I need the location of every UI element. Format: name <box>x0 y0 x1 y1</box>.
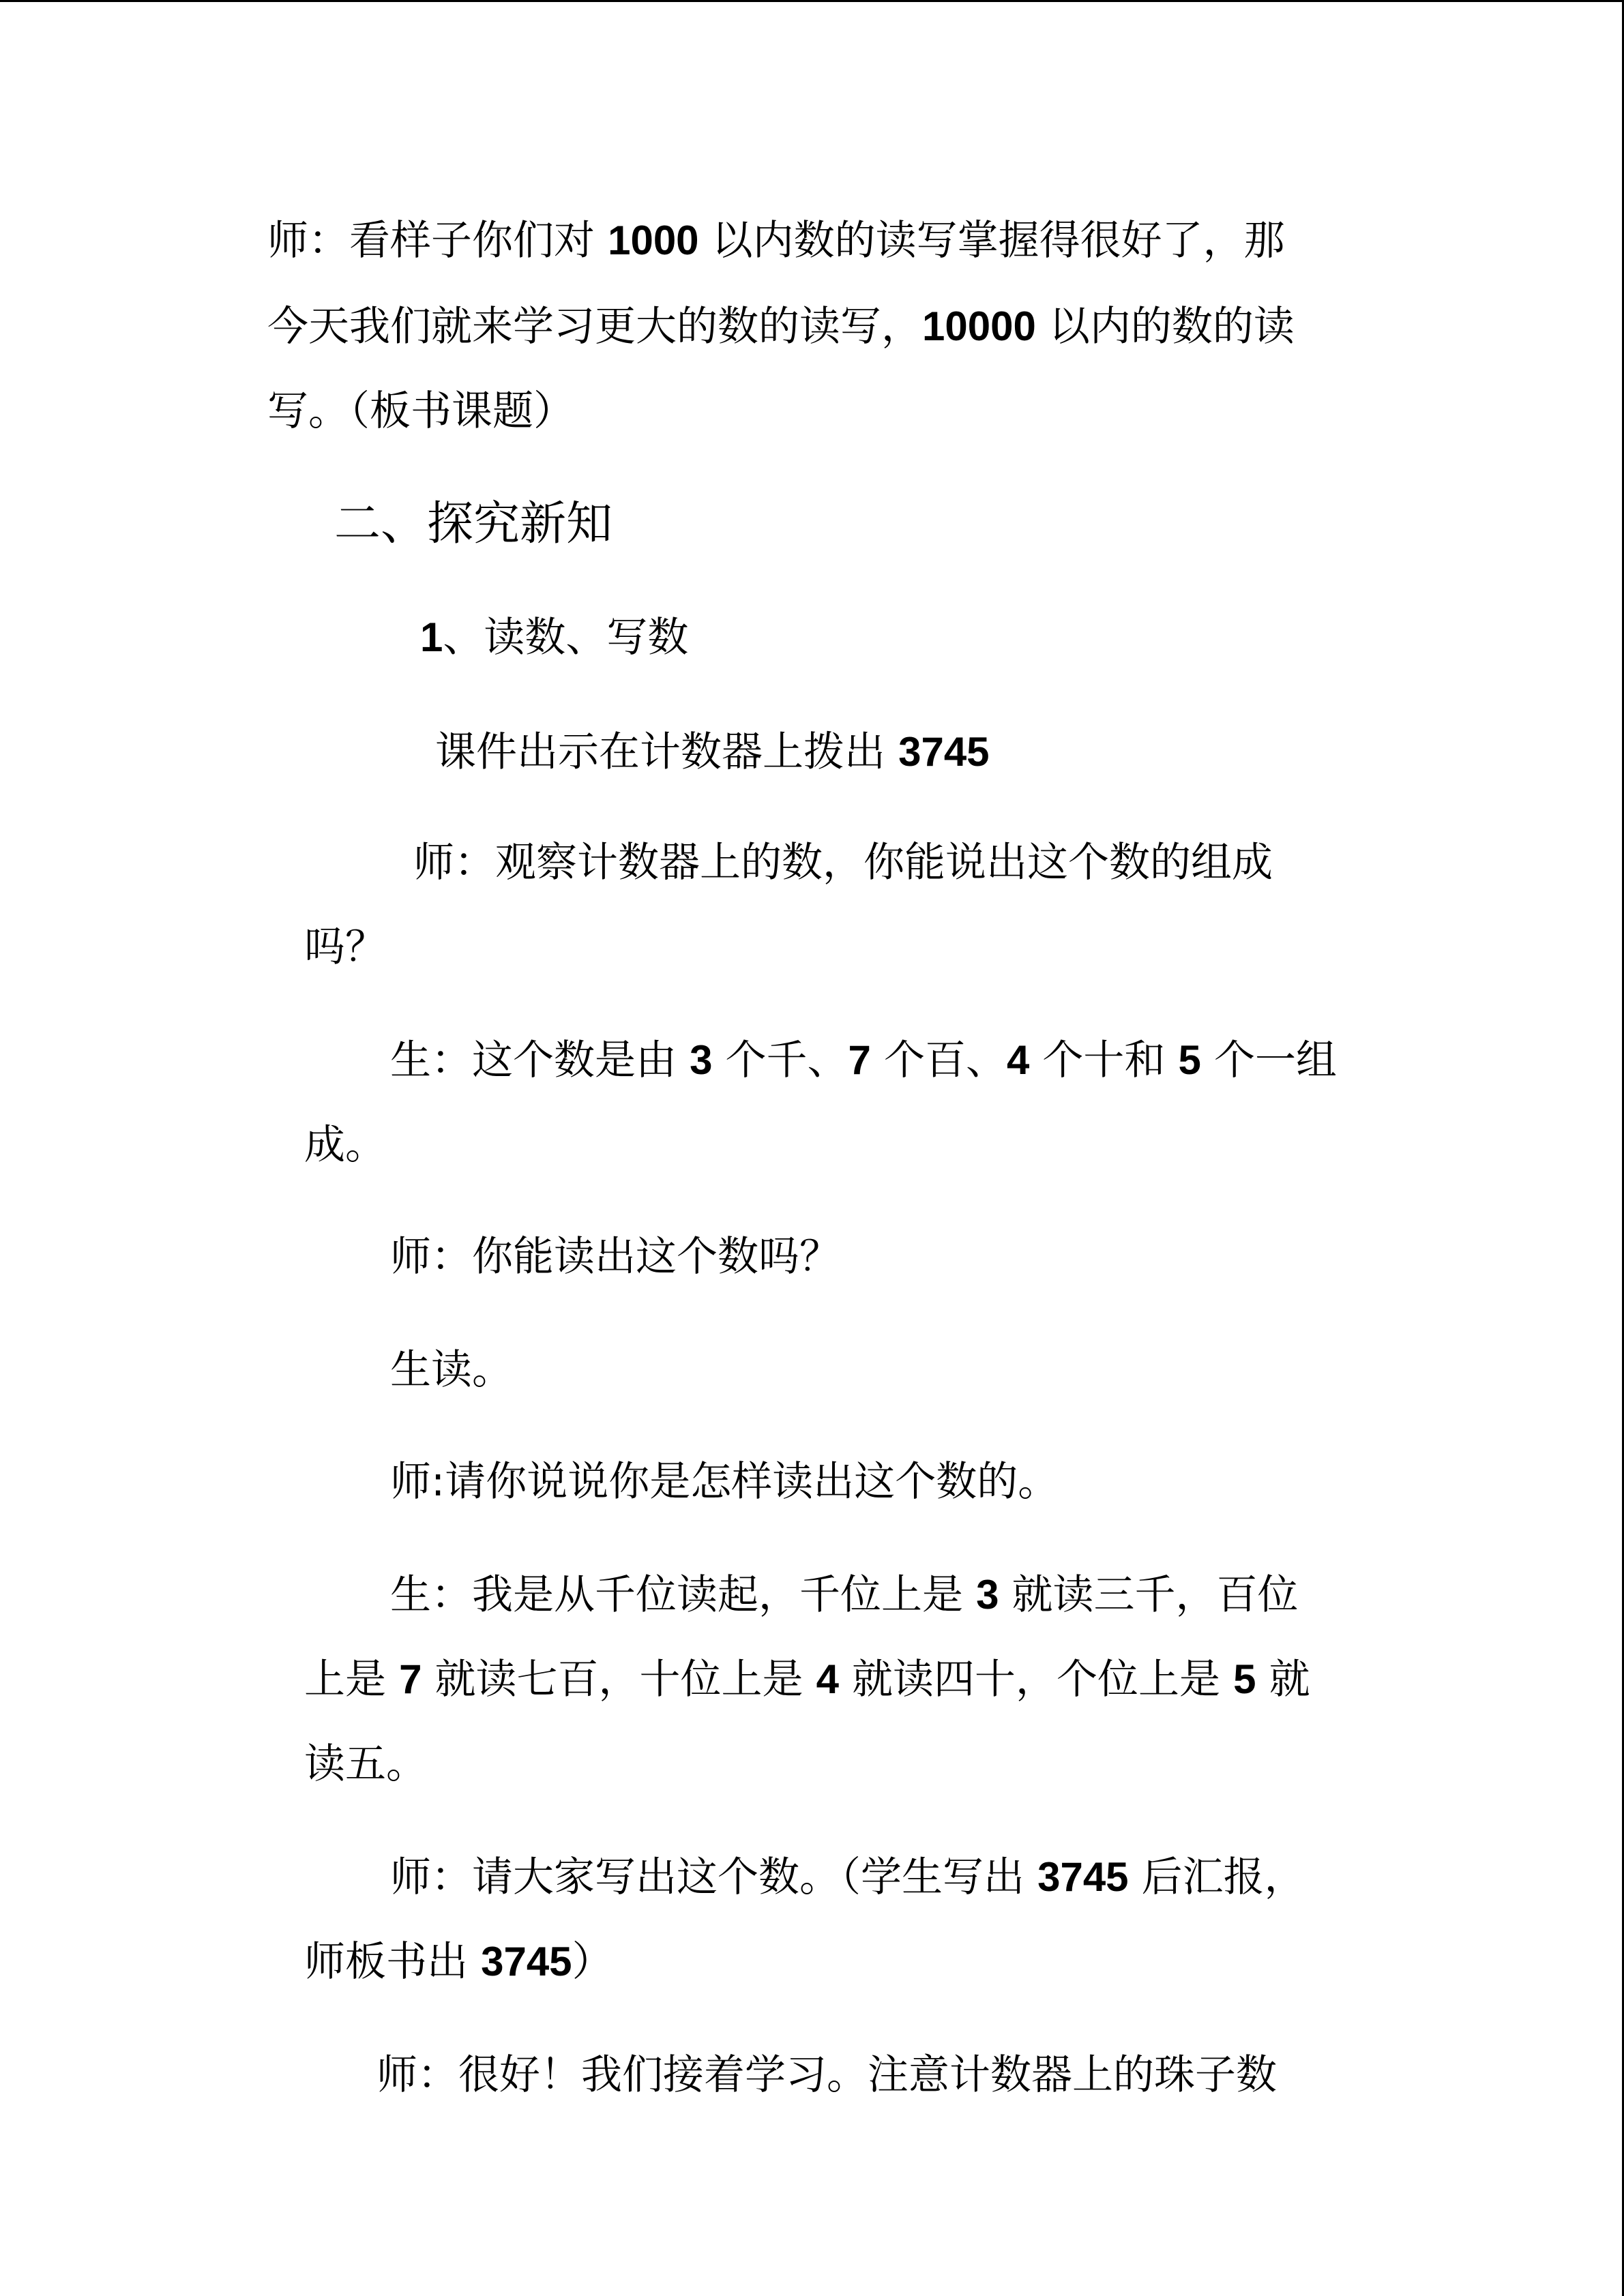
paragraph-line: 生：这个数是由 3 个千、7 个百、4 个十和 5 个一组 <box>390 1037 1337 1084</box>
paragraph-line: 写。（板书课题） <box>267 387 574 435</box>
paragraph-line: 上是 7 就读七百，十位上是 4 就读四十，个位上是 5 就 <box>304 1656 1310 1703</box>
paragraph-line: 吗？ <box>304 923 386 971</box>
paragraph-line: 师：看样子你们对 1000 以内数的读写掌握得很好了，那 <box>267 217 1285 265</box>
paragraph-line: 成。 <box>304 1121 386 1169</box>
paragraph-line: 师：请大家写出这个数。（学生写出 3745 后汇报， <box>390 1853 1305 1901</box>
paragraph-line: 读五。 <box>304 1740 427 1788</box>
paragraph-line: 师：你能读出这个数吗？ <box>390 1233 840 1281</box>
paragraph-line: 生：我是从千位读起，千位上是 3 就读三千，百位 <box>390 1571 1299 1619</box>
subsection-heading: 1、读数、写数 <box>420 614 689 661</box>
paragraph-line: 师：很好！我们接着学习。注意计数器上的珠子数 <box>377 2051 1277 2099</box>
section-heading: 二、探究新知 <box>334 497 613 551</box>
paragraph-line: 课件出示在计数器上拨出 3745 <box>435 728 990 776</box>
paragraph-line: 师板书出 3745） <box>304 1938 613 1986</box>
paragraph-line: 今天我们就来学习更大的数的读写，10000 以内的数的读 <box>267 303 1295 351</box>
paragraph-line: 师：观察计数器上的数，你能说出这个数的组成 <box>413 839 1273 886</box>
paragraph-line: 生读。 <box>390 1346 513 1394</box>
paragraph-line: 师:请你说说你是怎样读出这个数的。 <box>390 1458 1059 1506</box>
